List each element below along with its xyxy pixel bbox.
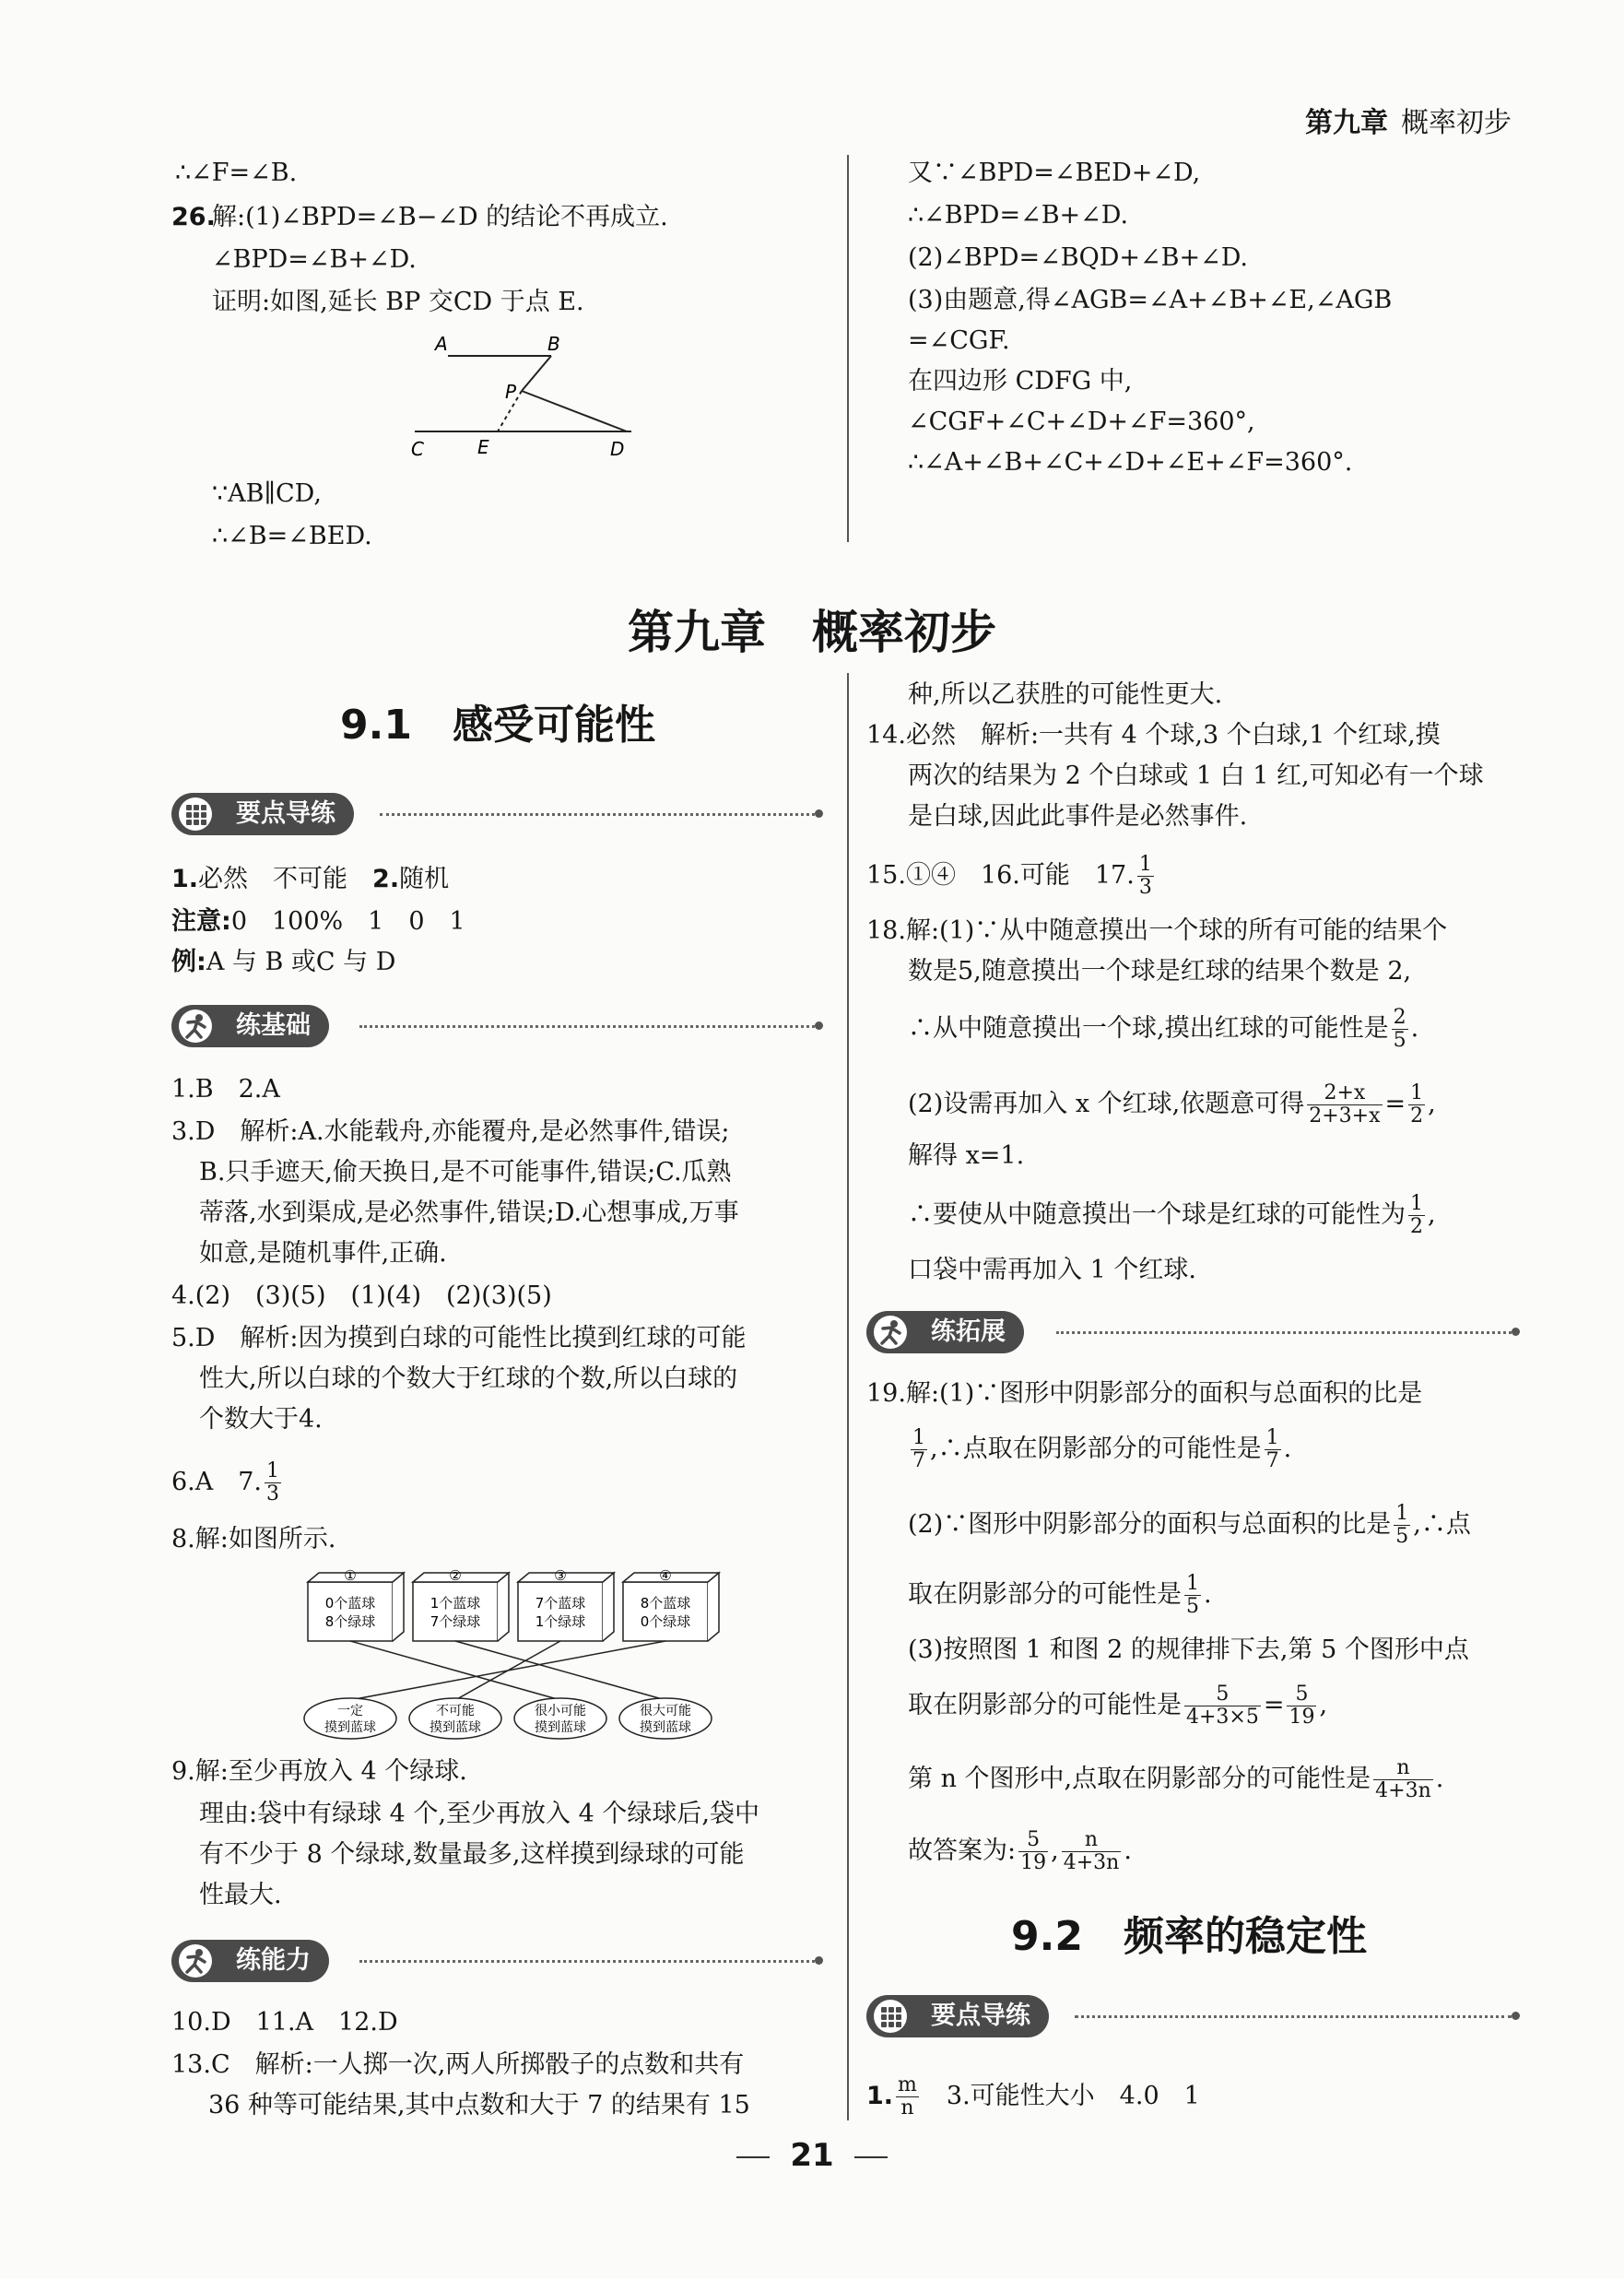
oval-line: 一定 [337,1704,363,1718]
answer-line: 蒂落,水到渠成,是必然事件,错误;D.心想事成,万事 [199,1199,739,1227]
text-line: (2)∠BPD=∠BQD+∠B+∠D. [908,243,1248,272]
answer-line: 10.D 11.A 12.D [171,2008,398,2037]
answer-text: ,∴点取在阴影部分的可能性是 [930,1435,1262,1463]
section-badge-ability [171,1940,329,1982]
question-number: 2. [372,865,400,893]
header-title: 概率初步 [1401,107,1512,139]
answer-text: 随机 [399,865,450,893]
label-d: D [610,438,625,460]
equals-sign: = [1384,1090,1406,1118]
box-line: 7个蓝球 [535,1595,586,1612]
answer-line: 口袋中需再加入 1 个红球. [908,1256,1196,1284]
oval-line: 不可能 [436,1704,475,1718]
answer-line: 5.D 解析:因为摸到白球的可能性比摸到红球的可能 [171,1324,747,1352]
answer-line: 18.解:(1)∵从中随意摸出一个球的所有可能的结果个 [866,916,1448,945]
answer-line: 如意,是随机事件,正确. [199,1239,447,1268]
fraction: $\frac{1}{2}$ [1410,1192,1423,1238]
answer-line: 解得 x=1. [908,1141,1025,1170]
oval-line: 摸到蓝球 [324,1720,376,1735]
answer-text: 故答案为: [908,1836,1017,1865]
text-line: 证明:如图,延长 BP 交CD 于点 E. [212,288,584,316]
box-number: ④ [659,1567,672,1584]
connector [350,1641,665,1700]
box-number: ② [449,1567,462,1584]
box-line: 0个蓝球 [324,1595,376,1612]
answer-text: (2)设需再加入 x 个红球,依题意可得 [908,1090,1305,1118]
answer-line: 19.解:(1)∵图形中阴影部分的面积与总面积的比是 [866,1379,1423,1408]
text-line: =∠CGF. [908,326,1010,355]
answer-line: B.只手遮天,偷天换日,是不可能事件,错误;C.瓜熟 [199,1158,732,1187]
oval-line: 摸到蓝球 [535,1720,586,1735]
text-line: 在四边形 CDFG 中, [908,367,1133,396]
answer-line: 两次的结果为 2 个白球或 1 白 1 红,可知必有一个球 [908,762,1484,790]
example-text: A 与 B 或C 与 D [206,948,396,976]
section-badge-label: 练能力 [236,1946,311,1975]
fraction: $\frac{5}{19}$ [1020,1828,1047,1874]
runner-icon [874,1316,907,1349]
text-line: ∴∠F=∠B. [175,159,298,187]
question-number: 1. [866,2082,894,2110]
column-divider-bottom [847,673,849,2120]
text-line: ∴∠A+∠B+∠C+∠D+∠E+∠F=360°. [908,448,1353,477]
box-line: 7个绿球 [430,1613,481,1630]
answer-line: 13.C 解析:一人掷一次,两人所掷骰子的点数和共有 [171,2050,745,2079]
fraction: $\frac{1}{2}$ [1410,1081,1424,1128]
connector [455,1641,665,1700]
question-number: 1. [171,865,199,893]
runner-icon [179,1944,212,1978]
dotted-rule [359,1025,815,1028]
section-badge-key-points-2 [866,1995,1049,2037]
column-divider-top [847,155,849,542]
box-line: 8个蓝球 [640,1595,691,1612]
note-label: 注意: [171,907,231,936]
rule-end-dot [1512,1328,1520,1336]
answer-text: ,∴点 [1413,1510,1471,1539]
oval-line: 摸到蓝球 [640,1720,691,1735]
text-line: ∠CGF+∠C+∠D+∠F=360°, [908,407,1255,436]
segment-pd [522,391,627,431]
box-line: 1个蓝球 [430,1595,481,1612]
dotted-rule [359,1960,815,1963]
section-title-9-1: 9.1 感受可能性 [340,702,655,749]
text-line: ∵AB∥CD, [212,479,322,508]
text-line: (3)由题意,得∠AGB=∠A+∠B+∠E,∠AGB [908,286,1393,314]
answer-line: 性最大. [199,1881,282,1909]
fraction: $\frac{m}{n}$ [898,2073,917,2120]
text-line: 又∵∠BPD=∠BED+∠D, [908,159,1201,187]
running-header [1305,100,1512,140]
text-line: 解:(1)∠BPD=∠B−∠D 的结论不再成立. [212,203,668,231]
segment-bp [522,356,551,391]
example-label: 例: [171,948,206,976]
header-chapter: 第九章 [1305,107,1388,139]
fraction: $\frac{5}{19}$ [1289,1683,1315,1729]
answer-line: 种,所以乙获胜的可能性更大. [908,680,1223,709]
text-line: ∠BPD=∠B+∠D. [212,245,417,274]
answer-line: (3)按照图 1 和图 2 的规律排下去,第 5 个图形中点 [908,1635,1469,1664]
oval-line: 很大可能 [640,1704,691,1718]
answer-text: 6.A 7. [171,1468,263,1496]
answer-text: 15.①④ 16.可能 17. [866,861,1135,890]
answer-text: 必然 不可能 [198,865,348,893]
fraction: $\frac{2+x}{2+3+x}$ [1309,1081,1381,1128]
section-badge-key-points [171,793,354,835]
label-p: P [505,381,517,403]
chapter-title: 第九章 概率初步 [628,606,996,659]
rule-end-dot [815,1021,823,1030]
page-number: 21 [0,2137,1624,2174]
answer-line: 3.D 解析:A.水能载舟,亦能覆舟,是必然事件,错误; [171,1117,730,1146]
answer-line: 36 种等可能结果,其中点数和大于 7 的结果有 15 [208,2091,750,2120]
answer-text: 第 n 个图形中,点取在阴影部分的可能性是 [908,1765,1371,1793]
rule-end-dot [1512,2012,1520,2020]
fraction: $\frac{1}{5}$ [1186,1572,1199,1618]
dotted-rule [1056,1331,1512,1334]
grid-icon [179,797,212,831]
fraction: $\frac{1}{3}$ [266,1459,280,1506]
answer-line: 理由:袋中有绿球 4 个,至少再放入 4 个绿球后,袋中 [199,1800,759,1828]
oval-line: 摸到蓝球 [430,1720,481,1735]
fraction: $\frac{1}{7}$ [1265,1426,1279,1472]
fraction: $\frac{1}{5}$ [1395,1502,1409,1548]
figure-26-diagram [406,328,645,466]
answer-line: 是白球,因此此事件是必然事件. [908,802,1248,831]
answer-line: 数是5,随意摸出一个球是红球的结果个数是 2, [908,957,1412,986]
fraction: $\frac{1}{7}$ [912,1426,925,1472]
text-line: ∴∠B=∠BED. [212,522,372,550]
dotted-rule [380,813,815,816]
answer-line: 个数大于4. [199,1405,323,1434]
fraction: $\frac{2}{5}$ [1393,1006,1406,1052]
rule-end-dot [815,1956,823,1965]
fraction: $\frac{n}{4+3n}$ [1375,1756,1431,1802]
section-badge-basics [171,1005,329,1047]
dotted-rule [1075,2015,1512,2018]
section-title-9-2: 9.2 频率的稳定性 [1011,1913,1367,1960]
answer-line: 14.必然 解析:一共有 4 个球,3 个白球,1 个红球,摸 [866,721,1441,750]
fraction: $\frac{5}{4+3\times 5}$ [1186,1683,1259,1729]
section-badge-label: 要点导练 [931,2002,1030,2030]
label-a: A [435,333,448,355]
label-e: E [477,436,489,458]
grid-icon [874,2000,907,2033]
question-number: 26. [171,203,216,231]
answer-text: 取在阴影部分的可能性是 [908,1691,1182,1719]
box-line: 8个绿球 [324,1613,376,1630]
answer-text: (2)∵图形中阴影部分的面积与总面积的比是 [908,1510,1392,1539]
answer-line: 性大,所以白球的个数大于红球的个数,所以白球的 [199,1364,738,1393]
label-c: C [411,438,424,460]
answer-line: 4.(2) (3)(5) (1)(4) (2)(3)(5) [171,1281,552,1310]
box-line: 0个绿球 [640,1613,691,1630]
label-b: B [547,333,560,355]
oval-line: 很小可能 [535,1704,586,1718]
rule-end-dot [815,809,823,818]
box-line: 1个绿球 [535,1613,586,1630]
connector [350,1641,560,1700]
fraction: $\frac{1}{3}$ [1138,853,1152,899]
box-number: ③ [554,1567,567,1584]
section-badge-label: 练基础 [236,1011,311,1040]
runner-icon [179,1010,212,1043]
answer-text: 3.可能性大小 4.0 1 [946,2082,1200,2110]
section-badge-label: 要点导练 [236,799,335,828]
note-text: 0 100% 1 0 1 [230,907,465,936]
answer-line: 8.解:如图所示. [171,1525,336,1553]
answer-text: 取在阴影部分的可能性是 [908,1580,1182,1609]
figure-8-diagram [295,1567,737,1742]
text-line: ∴∠BPD=∠B+∠D. [908,201,1129,230]
fraction: $\frac{n}{4+3n}$ [1063,1828,1120,1874]
answer-line: 1.B 2.A [171,1075,280,1104]
answer-line: 9.解:至少再放入 4 个绿球. [171,1757,467,1786]
box-number: ① [344,1567,357,1584]
answer-text: ∴从中随意摸出一个球,摸出红球的可能性是 [908,1014,1389,1043]
answer-line: 有不少于 8 个绿球,数量最多,这样摸到绿球的可能 [199,1840,745,1869]
answer-text: ∴要使从中随意摸出一个球是红球的可能性为 [908,1200,1406,1229]
section-badge-extension [866,1311,1024,1353]
section-badge-label: 练拓展 [931,1317,1006,1346]
